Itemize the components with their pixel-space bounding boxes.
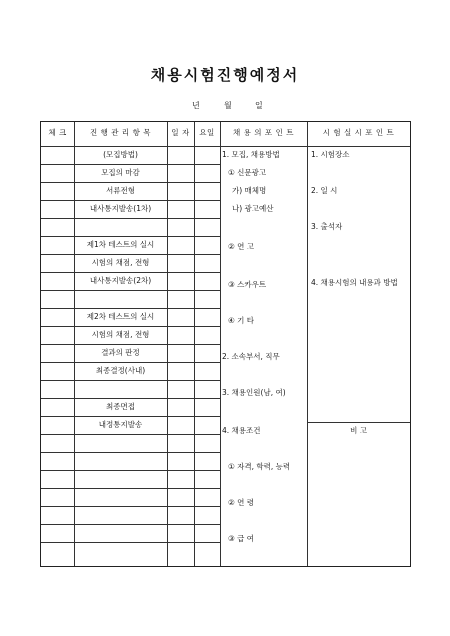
remarks-label: 비 고 <box>350 426 367 435</box>
table-row-item: 제2차 테스트의 실시 <box>86 312 155 321</box>
exam-point-item: 4. 채용시험의 내용과 방법 <box>311 278 398 287</box>
date-day-label: 일 <box>255 101 263 110</box>
table-row-item: 내정통지발송 <box>98 420 143 429</box>
table-row-item: 내사통지발송(2차) <box>89 276 152 285</box>
hiring-point-item: ③ 스카우트 <box>228 280 267 289</box>
table-row-item: 내사통지발송(1차) <box>89 204 152 213</box>
hiring-point-item: ③ 급 여 <box>228 534 254 543</box>
hiring-point-item: ① 자격, 학력, 능력 <box>228 462 291 471</box>
row-divider <box>41 326 220 327</box>
table-row-item: 결과의 판정 <box>101 348 140 357</box>
row-divider <box>41 380 220 381</box>
hiring-point-item: 나) 광고예산 <box>232 204 274 213</box>
remarks-divider <box>307 422 410 423</box>
table-row-item: 서류전형 <box>106 186 135 195</box>
table-row-item: 시험의 채점, 전형 <box>91 330 150 339</box>
row-divider <box>41 218 220 219</box>
row-divider <box>41 398 220 399</box>
row-divider <box>41 272 220 273</box>
exam-point-item: 2. 일 시 <box>311 186 338 195</box>
hiring-point-item: 4. 채용조건 <box>222 426 261 435</box>
row-divider <box>41 200 220 201</box>
table-row-item: 시험의 채점, 전형 <box>91 258 150 267</box>
header-weekday: 요일 <box>199 128 215 137</box>
date-year-label: 년 <box>192 101 200 110</box>
header-hiring-points: 채 용 의 포 인 트 <box>233 128 294 137</box>
table-row-item: 최종면접 <box>106 402 135 411</box>
row-divider <box>41 434 220 435</box>
row-divider <box>41 164 220 165</box>
hiring-point-item: 2. 소속부서, 직무 <box>222 352 280 361</box>
row-divider <box>41 254 220 255</box>
row-divider <box>41 182 220 183</box>
row-divider <box>41 416 220 417</box>
header-exam-points: 시 험 실 시 포 인 트 <box>322 128 395 137</box>
hiring-point-item: ② 연 령 <box>228 498 254 507</box>
column-divider <box>220 122 221 566</box>
row-divider <box>41 470 220 471</box>
table-row-item: 모집의 마감 <box>101 168 140 177</box>
hiring-point-item: 1. 모집, 채용방법 <box>222 150 280 159</box>
row-divider <box>41 362 220 363</box>
row-divider <box>41 308 220 309</box>
document-title: 채용시험진행예정서 <box>150 66 300 84</box>
exam-point-item: 3. 출석자 <box>311 222 343 231</box>
hiring-point-item: ① 신문광고 <box>228 168 267 177</box>
schedule-table <box>40 121 411 567</box>
row-divider <box>41 452 220 453</box>
hiring-point-item: 3. 채용인원(남, 여) <box>222 388 286 397</box>
header-date: 일 자 <box>171 128 190 137</box>
row-divider <box>41 344 220 345</box>
row-divider <box>41 542 220 543</box>
exam-point-item: 1. 시험장소 <box>311 150 350 159</box>
row-divider <box>41 236 220 237</box>
header-items: 진 행 관 리 항 목 <box>90 128 151 137</box>
date-month-label: 월 <box>224 101 232 110</box>
hiring-point-item: 가) 매체명 <box>232 186 267 195</box>
row-divider <box>41 506 220 507</box>
column-divider <box>307 122 308 566</box>
header-check: 체 크 <box>48 128 67 137</box>
table-row-item: (모집방법) <box>103 150 138 159</box>
row-divider <box>41 524 220 525</box>
hiring-point-item: ② 연 고 <box>228 242 254 251</box>
date-line <box>0 100 450 112</box>
row-divider <box>41 290 220 291</box>
row-divider <box>41 488 220 489</box>
header-divider <box>41 146 410 147</box>
table-row-item: 최종결정(사내) <box>95 366 146 375</box>
hiring-point-item: ④ 기 타 <box>228 316 254 325</box>
table-row-item: 제1차 테스트의 실시 <box>86 240 155 249</box>
